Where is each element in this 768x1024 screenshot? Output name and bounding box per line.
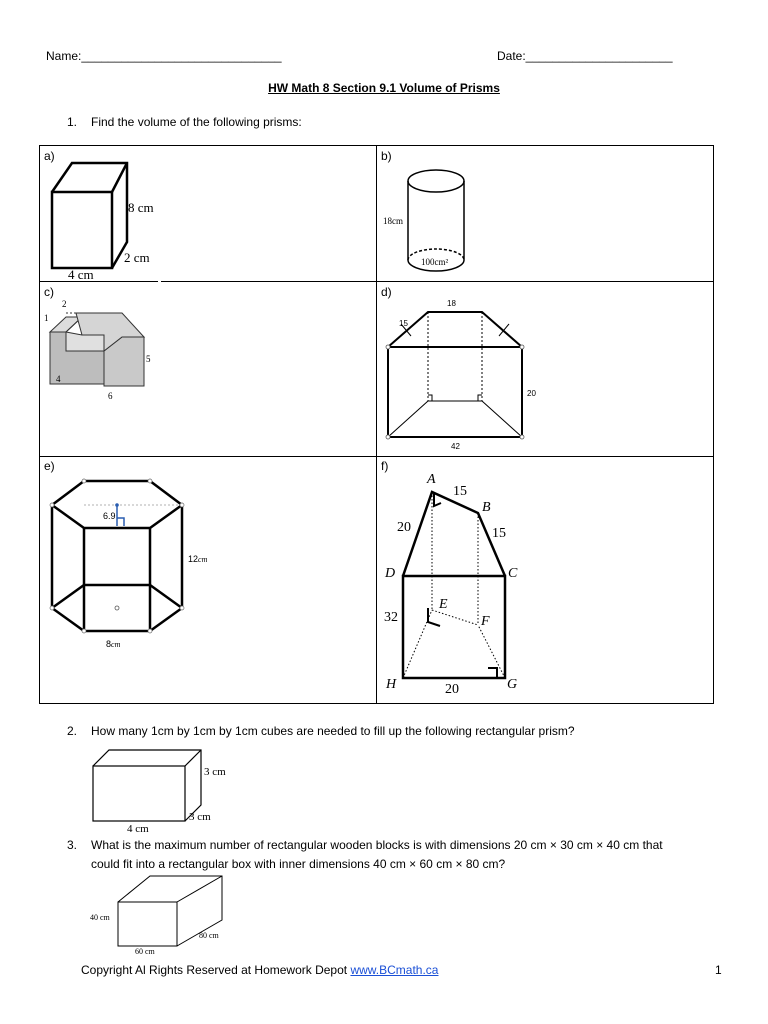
prism-f-vertex-d: D xyxy=(385,566,396,581)
cell-e-label: e) xyxy=(44,459,55,473)
date-field-label: Date:______________________ xyxy=(497,49,673,63)
q1-text: Find the volume of the following prisms: xyxy=(91,115,302,129)
prism-f-edge-bc: 15 xyxy=(492,526,506,541)
q2-prism-depth: 3 cm xyxy=(189,811,211,823)
prism-c-dim-6: 6 xyxy=(108,391,113,401)
footer-copyright-text: Copyright Al Rights Reserved at Homework Depot xyxy=(81,963,351,977)
q3-box-height: 40 cm xyxy=(90,913,110,922)
q3-box-width: 60 cm xyxy=(135,947,155,956)
prism-c-dim-1: 1 xyxy=(44,313,49,323)
prism-e-apothem: 6.9 xyxy=(103,511,116,521)
page-title: HW Math 8 Section 9.1 Volume of Prisms xyxy=(268,81,500,95)
prism-f-vertex-b: B xyxy=(482,500,491,515)
prism-c-dim-4: 4 xyxy=(56,374,61,384)
prism-d-top-length: 18 xyxy=(447,299,456,308)
cell-f-label: f) xyxy=(381,459,389,473)
prism-c-dim-2: 2 xyxy=(62,299,67,309)
cylinder-b-height: 18cm xyxy=(383,216,403,226)
prism-e-side: 8cm xyxy=(106,639,121,649)
footer-copyright xyxy=(81,963,438,977)
cell-d-label: d) xyxy=(381,285,392,299)
q3-number: 3. xyxy=(67,838,78,852)
prism-f-vertex-c: C xyxy=(508,566,518,581)
prism-f-edge-ab: 15 xyxy=(453,484,467,499)
prism-f-vertex-g: G xyxy=(507,677,518,692)
page-number: 1 xyxy=(715,963,722,977)
q3-box-depth: 80 cm xyxy=(199,931,219,940)
q2-prism-height: 3 cm xyxy=(204,766,226,778)
prism-d-bottom-length: 42 xyxy=(451,442,460,451)
q3-text-line1: What is the maximum number of rectangular wooden blocks is with dimensions 20 cm × 30 cm × 40 cm that xyxy=(91,838,663,852)
prism-f-vertex-e: E xyxy=(439,597,448,612)
prism-f-edge-ad: 20 xyxy=(397,520,411,535)
prism-d-slant-length: 15 xyxy=(399,319,408,328)
prism-f-vertex-f: F xyxy=(481,614,490,629)
prism-a-depth: 2 cm xyxy=(124,250,150,265)
prism-d-height: 20 xyxy=(527,389,536,398)
prism-a-width: 4 cm xyxy=(68,267,94,282)
cell-a-label: a) xyxy=(44,149,55,163)
cylinder-b-base-area: 100cm² xyxy=(421,257,449,267)
q2-number: 2. xyxy=(67,724,78,738)
q2-text: How many 1cm by 1cm by 1cm cubes are needed to fill up the following rectangular prism? xyxy=(91,724,575,738)
prism-f-vertex-h: H xyxy=(386,677,397,692)
q1-number: 1. xyxy=(67,115,78,129)
q2-prism-length: 4 cm xyxy=(127,823,149,835)
prism-a-height: 8 cm xyxy=(128,200,154,215)
prism-e-height: 12cm xyxy=(188,554,208,564)
prism-f-height: 32 xyxy=(384,610,398,625)
prism-f-vertex-a: A xyxy=(427,472,436,487)
footer-website-link[interactable]: www.BCmath.ca xyxy=(350,963,439,977)
name-field-label: Name:______________________________ xyxy=(46,49,282,63)
prism-c-dim-5: 5 xyxy=(146,354,151,364)
cell-b-label: b) xyxy=(381,149,392,163)
prism-f-edge-hg: 20 xyxy=(445,682,459,697)
cell-c-label: c) xyxy=(44,285,54,299)
q3-text-line2: could fit into a rectangular box with inner dimensions 40 cm × 60 cm × 80 cm? xyxy=(91,857,506,871)
